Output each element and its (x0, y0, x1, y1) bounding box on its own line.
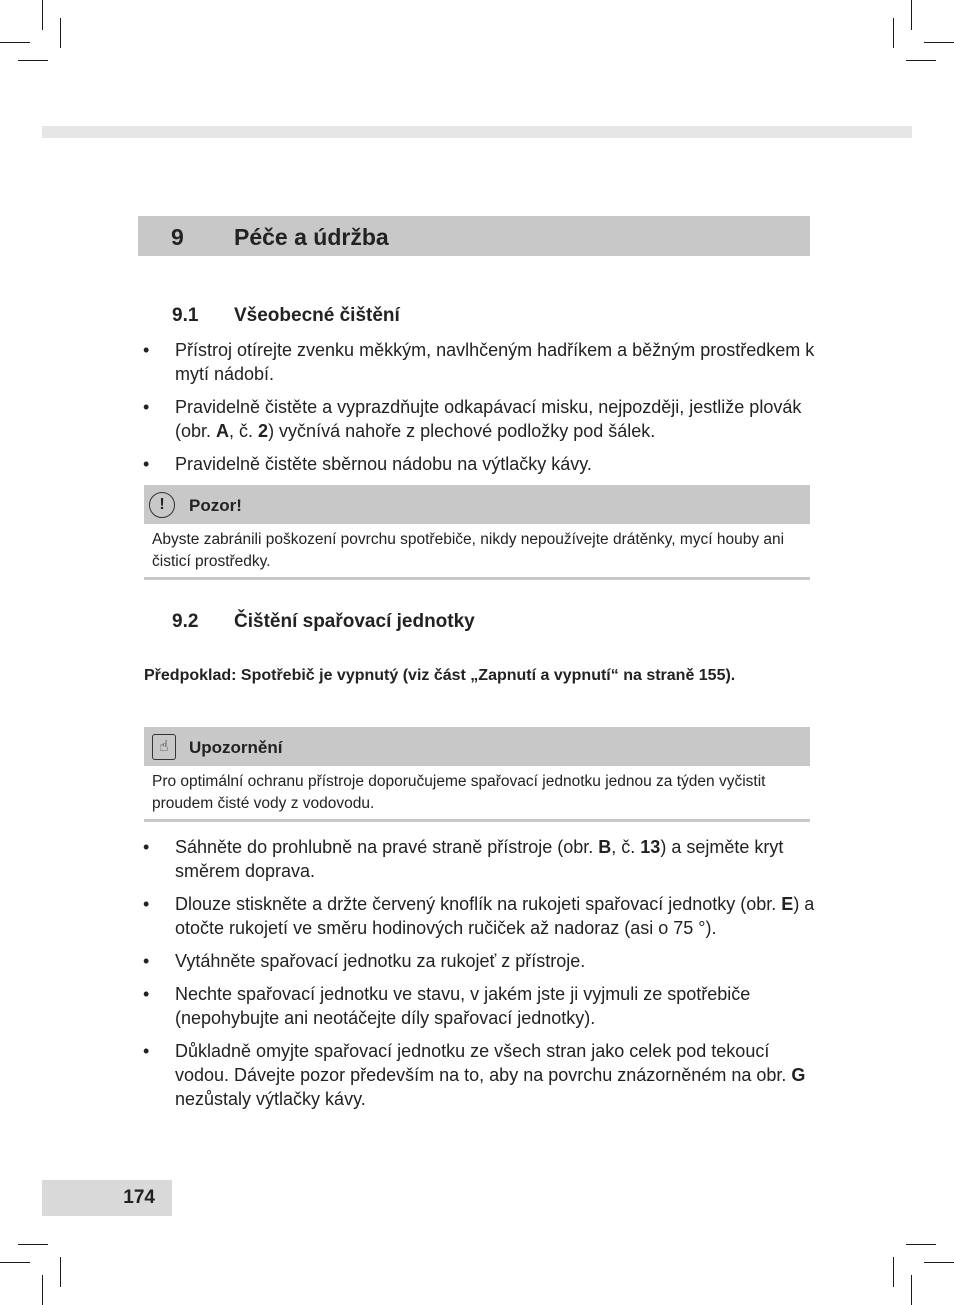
text-run: Důkladně omyjte spařovací jednotku ze všech stran jako celek pod tekoucí vodou. Dávejte pozor především na to, aby na povrchu znázorněném na obr. (175, 1041, 792, 1085)
crop-mark (911, 1275, 912, 1305)
crop-mark (0, 1262, 30, 1263)
figure-ref: B (598, 837, 612, 857)
notice-text: Pro optimální ochranu přístroje doporučujeme spařovací jednotku jednou za týden vyčistit proudem čisté vody z vodovodu. (144, 766, 810, 822)
header-band (42, 126, 912, 138)
crop-mark (42, 1275, 43, 1305)
page-number: 174 (123, 1187, 155, 1208)
bullet-symbol: • (143, 340, 150, 360)
section-heading (172, 611, 475, 633)
crop-mark (906, 1244, 936, 1245)
bullet-symbol: • (143, 894, 150, 914)
prerequisite-text: Předpoklad: Spotřebič je vypnutý (viz část „Zapnutí a vypnutí“ na straně 155). (144, 667, 736, 684)
crop-mark (906, 60, 936, 61)
list-item (140, 835, 815, 883)
text-run: ) a sejměte kryt směrem doprava. (175, 837, 784, 881)
crop-mark (924, 1262, 954, 1263)
bullet-symbol: • (143, 397, 150, 417)
bullet-list (140, 338, 815, 485)
bullet-symbol: • (143, 984, 150, 1004)
crop-mark (42, 0, 43, 30)
chapter-heading (138, 216, 810, 256)
list-item (140, 949, 815, 973)
crop-mark (18, 1244, 48, 1245)
notice-box (144, 727, 810, 822)
item-ref: 13 (640, 837, 661, 857)
bullet-symbol: • (143, 1041, 150, 1061)
section-heading (172, 305, 400, 327)
bullet-symbol: • (143, 951, 150, 971)
text-run: ) vyčnívá nahoře z plechové podložky pod šálek. (268, 421, 656, 441)
chapter-title: Péče a údržba (234, 224, 389, 250)
text-run: nezůstaly výtlačky kávy. (175, 1089, 366, 1109)
caution-header (144, 485, 810, 524)
list-item (140, 982, 815, 1030)
text-run: , č. (229, 421, 259, 441)
caution-box (144, 485, 810, 580)
list-item (140, 1039, 815, 1111)
crop-mark (60, 18, 61, 48)
text-run: Sáhněte do prohlubně na pravé straně přístroje (obr. (175, 837, 599, 857)
list-item (140, 892, 815, 940)
notice-header (144, 727, 810, 766)
text-run: Pravidelně čistěte a vyprazdňujte odkapávací misku, nejpozději, jestliže plovák (obr. (175, 397, 802, 441)
list-item (140, 452, 815, 476)
figure-ref: E (781, 894, 794, 914)
section-number: 9.1 (172, 305, 199, 326)
crop-mark (0, 42, 30, 43)
notice-label: Upozornění (189, 738, 283, 757)
list-item-text: Přístroj otírejte zvenku měkkým, navlhčeným hadříkem a běžným prostředkem k mytí nádobí. (175, 340, 815, 384)
exclamation-icon: ! (149, 492, 175, 518)
page-number-box (42, 1180, 172, 1216)
list-item-text (175, 894, 814, 938)
chapter-number: 9 (171, 224, 184, 250)
crop-mark (893, 1257, 894, 1287)
list-item (140, 338, 815, 386)
list-item (140, 395, 815, 443)
list-item-text: Pravidelně čistěte sběrnou nádobu na výtlačky kávy. (175, 454, 592, 474)
bullet-symbol: • (143, 454, 150, 474)
text-run: Dlouze stiskněte a držte červený knoflík na rukojeti spařovací jednotky (obr. (175, 894, 782, 914)
section-title: Všeobecné čištění (234, 305, 400, 326)
list-item-text: Nechte spařovací jednotku ve stavu, v jakém jste ji vyjmuli ze spotřebiče (nepohybujte ani neotáčejte díly spařovací jednotky). (175, 984, 751, 1028)
caution-text: Abyste zabránili poškození povrchu spotřebiče, nikdy nepoužívejte drátěnky, mycí houby ani čisticí prostředky. (144, 524, 810, 580)
crop-mark (911, 0, 912, 30)
list-item-text: Vytáhněte spařovací jednotku za rukojeť z přístroje. (175, 951, 586, 971)
crop-mark (60, 1257, 61, 1287)
list-item-text (175, 1041, 805, 1109)
caution-label: Pozor! (189, 496, 242, 515)
list-item-text (175, 397, 801, 441)
figure-ref: A (216, 421, 230, 441)
text-run: ) a otočte rukojetí ve směru hodinových ručiček až nadoraz (asi o 75 °). (175, 894, 815, 938)
crop-mark (893, 18, 894, 48)
bullet-symbol: • (143, 837, 150, 857)
crop-mark (18, 60, 48, 61)
list-item-text (175, 837, 783, 881)
figure-ref: G (791, 1065, 806, 1085)
crop-mark (924, 42, 954, 43)
section-number: 9.2 (172, 611, 199, 632)
hand-icon: ☝ (152, 734, 176, 760)
bullet-list (140, 835, 815, 1120)
text-run: , č. (611, 837, 641, 857)
section-title: Čištění spařovací jednotky (234, 611, 475, 632)
item-ref: 2 (258, 421, 269, 441)
